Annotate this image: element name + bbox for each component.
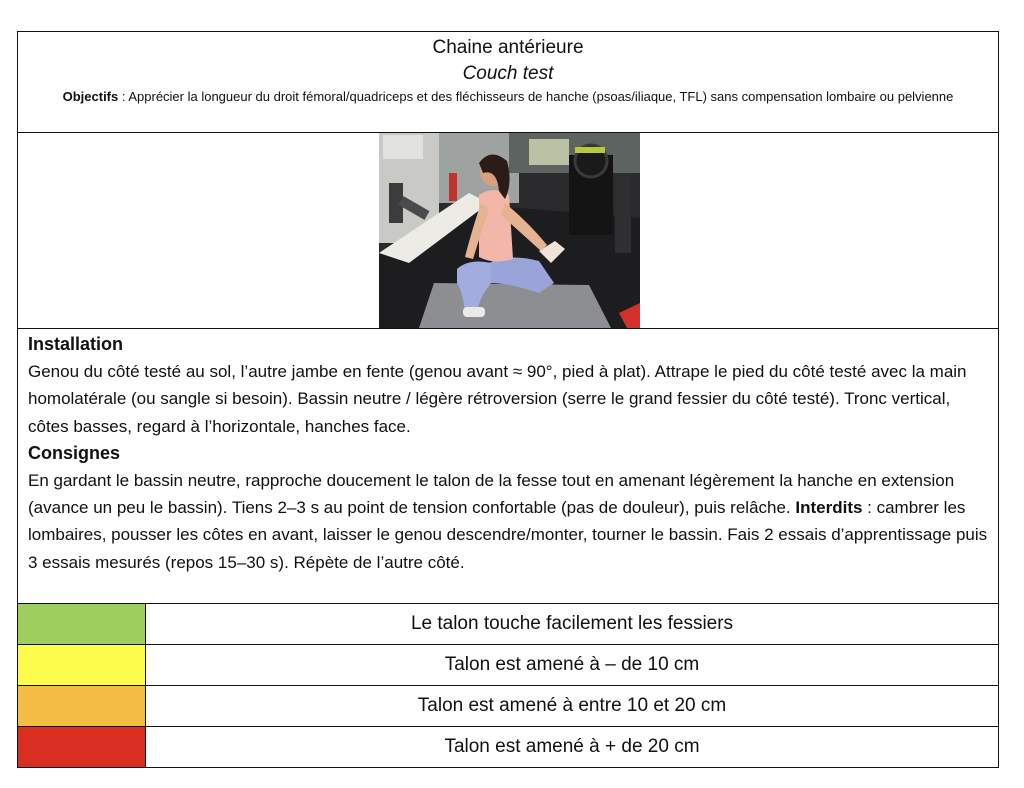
scale-label-yellow: Talon est amené à – de 10 cm bbox=[444, 654, 700, 675]
header bbox=[18, 32, 998, 133]
exercise-photo-illustration bbox=[379, 133, 640, 328]
consignes-heading: Consignes bbox=[28, 442, 121, 463]
photo-row bbox=[18, 133, 998, 329]
installation-heading: Installation bbox=[28, 334, 124, 354]
consignes-text-end: : cambrer les lombaires, pousser les côtes en avant, laisser le genou descendre/monter, tourner le bassin. Fais 2 essais d’apprentissage puis 3 essais mesurés (repos 15–30 s). Répète de l’autre côté. bbox=[28, 498, 988, 572]
color-swatch-green bbox=[18, 604, 146, 644]
instructions bbox=[18, 329, 998, 604]
scale-row-orange bbox=[18, 686, 998, 727]
objectives bbox=[18, 87, 998, 106]
scale-label-red: Talon est amené à + de 20 cm bbox=[444, 736, 700, 757]
assessment-sheet bbox=[17, 31, 999, 768]
color-swatch-orange bbox=[18, 686, 146, 726]
test-name: Couch test bbox=[462, 63, 554, 84]
objectives-label: Objectifs bbox=[62, 89, 119, 104]
color-swatch-yellow bbox=[18, 645, 146, 685]
consignes-text-start: En gardant le bassin neutre, rapproche doucement le talon de la fesse tout en amenant légèrement la hanche en extension (avance un peu le bassin). Tiens 2–3 s au point de tension confortable (pas de douleur), puis relâche. bbox=[28, 471, 955, 518]
installation-text: Genou du côté testé au sol, l’autre jambe en fente (genou avant ≈ 90°, pied à plat). Attrape le pied du côté testé avec la main homolatérale (ou sangle si besoin). Bassin neutre / légère rétroversion (serre le grand fessier du côté testé). Tronc vertical, côtes basses, regard à l’horizontale, hanches face. bbox=[28, 362, 967, 436]
scale-label-orange: Talon est amené à entre 10 et 20 cm bbox=[417, 695, 727, 716]
page-title: Chaine antérieure bbox=[432, 37, 584, 58]
exercise-photo bbox=[379, 133, 640, 328]
scale-row-yellow bbox=[18, 645, 998, 686]
scale-row-red bbox=[18, 727, 998, 768]
forbidden-label: Interdits bbox=[795, 498, 863, 518]
consignes-text bbox=[28, 467, 988, 576]
objectives-text: : Apprécier la longueur du droit fémoral/quadriceps et des fléchisseurs de hanche (psoas/iliaque, TFL) sans compensation lombaire ou pelvienne bbox=[118, 89, 954, 104]
scale-row-green bbox=[18, 604, 998, 645]
color-swatch-red bbox=[18, 727, 146, 767]
scale-label-green: Le talon touche facilement les fessiers bbox=[410, 613, 734, 634]
